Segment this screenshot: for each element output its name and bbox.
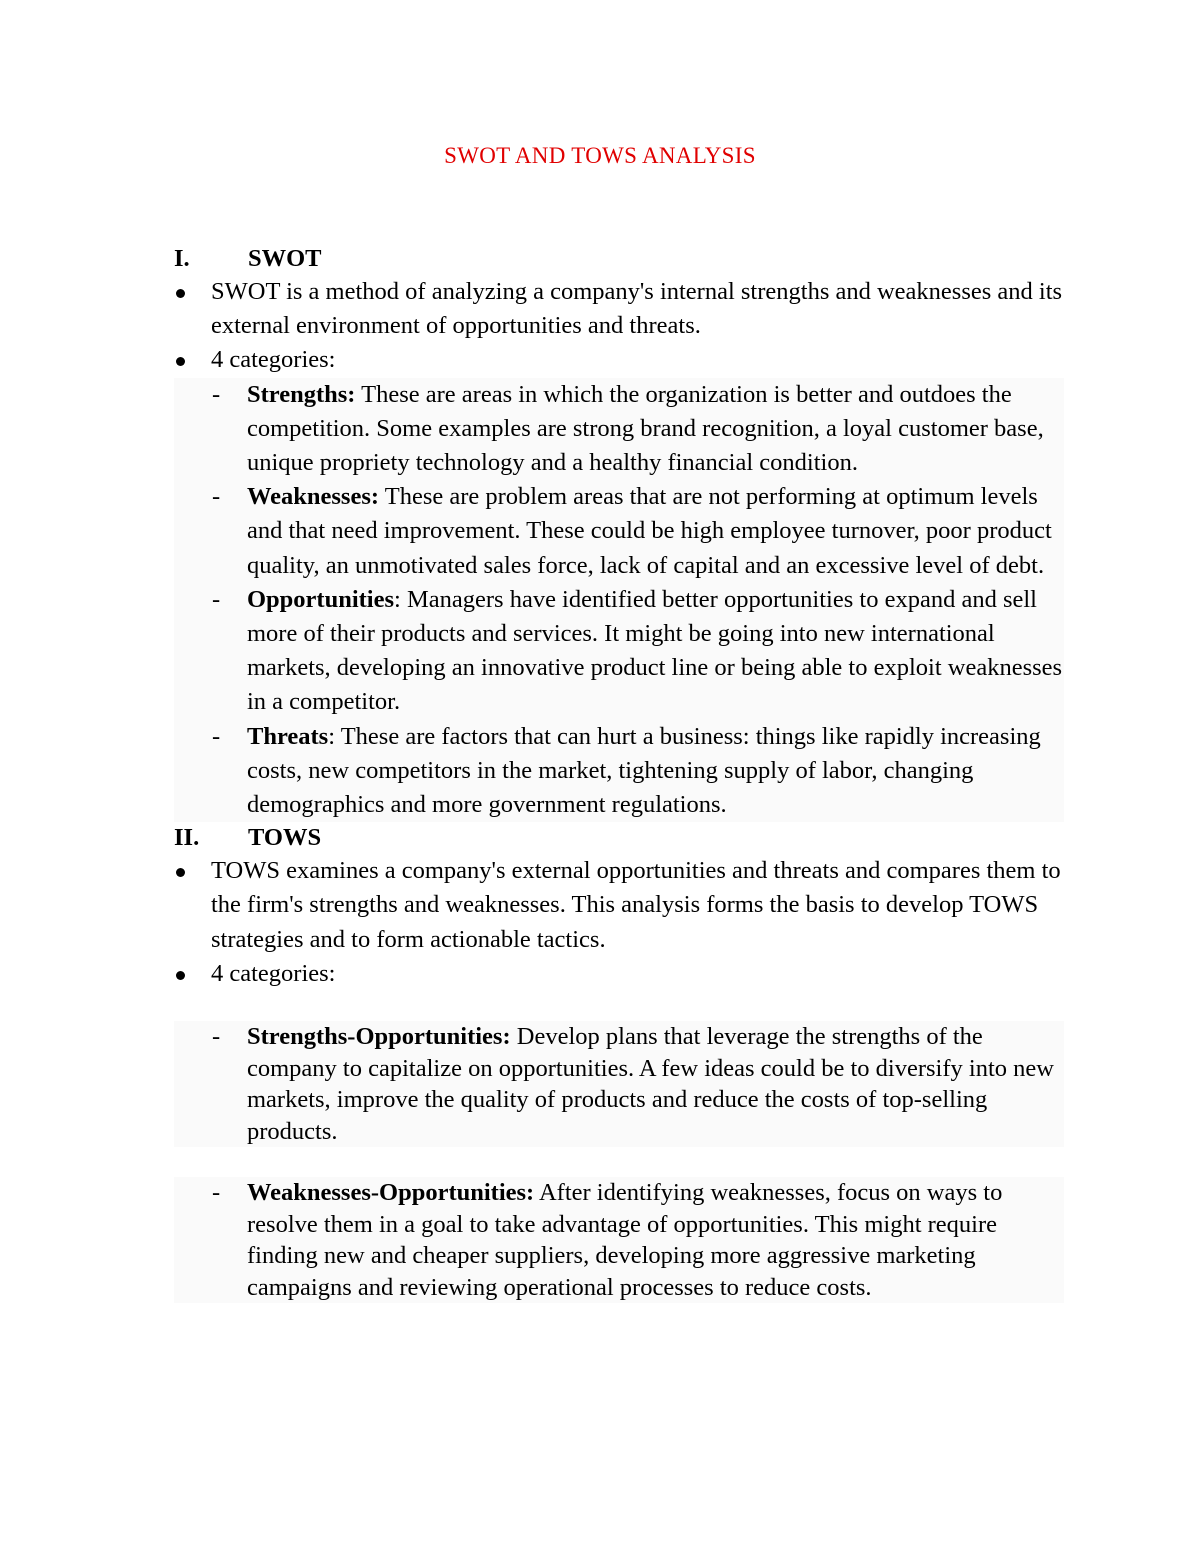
- bullet-item: [174, 957, 1064, 991]
- list-item: [174, 1021, 1064, 1147]
- bullet-icon: [176, 868, 185, 877]
- swot-intro: SWOT is a method of analyzing a company's internal strengths and weaknesses and its external environment of opportunities and threats.: [211, 278, 1063, 340]
- tows-category-list: [174, 1021, 1064, 1303]
- dash-icon: -: [212, 1179, 221, 1207]
- bullet-icon: [176, 357, 185, 366]
- bullet-item: [174, 343, 1064, 377]
- section-number: II.: [174, 824, 200, 852]
- term: Strengths-Opportunities:: [247, 1023, 511, 1051]
- section-heading-tows: [174, 822, 1064, 854]
- definition: : These are factors that can hurt a business: things like rapidly increasing costs, new competitors in the market, tightening supply of labor, changing demographics and more government regulations.: [247, 722, 1041, 819]
- section-number: I.: [174, 245, 190, 272]
- list-item: [174, 1177, 1064, 1303]
- dash-icon: -: [212, 1023, 221, 1051]
- definition: : Managers have identified better opportunities to expand and sell more of their products and services. It might be going into new international markets, developing an innovative product line or being able to exploit weaknesses in a competitor.: [247, 585, 1063, 716]
- term: Opportunities: [247, 585, 395, 613]
- list-item: [174, 480, 1064, 583]
- term: Strengths:: [247, 380, 356, 408]
- term: Weaknesses:: [247, 483, 380, 511]
- term: Threats: [247, 722, 329, 750]
- bullet-icon: [176, 289, 185, 298]
- dash-icon: -: [212, 585, 221, 613]
- list-item: [174, 378, 1064, 481]
- bullet-icon: [176, 971, 185, 980]
- dash-icon: -: [212, 380, 221, 408]
- document-title: SWOT AND TOWS ANALYSIS: [444, 143, 756, 168]
- section-title: TOWS: [248, 824, 322, 852]
- definition: After identifying weaknesses, focus on ways to resolve them in a goal to take advantage of opportunities. This might require finding new and cheaper suppliers, developing more aggressive marketing campaigns and reviewing operational processes to reduce costs.: [247, 1179, 1003, 1301]
- dash-icon: -: [212, 722, 221, 750]
- term: Weaknesses-Opportunities:: [247, 1179, 535, 1207]
- swot-categories-label: 4 categories:: [211, 346, 336, 374]
- bullet-item: [174, 854, 1064, 957]
- bullet-item: [174, 275, 1064, 343]
- definition: These are problem areas that are not performing at optimum levels and that need improvement. These could be high employee turnover, poor product quality, an unmotivated sales force, lack of capital and an excessive level of debt.: [247, 483, 1052, 579]
- definition: Develop plans that leverage the strengths of the company to capitalize on opportunities. A few ideas could be to diversify into new markets, improve the quality of products and reduce the costs of top-selling products.: [247, 1023, 1054, 1145]
- section-title: SWOT: [248, 245, 322, 272]
- list-item: [174, 720, 1064, 823]
- document-body: [174, 243, 1064, 1303]
- dash-icon: -: [212, 483, 221, 511]
- section-heading-swot: [174, 243, 1064, 275]
- tows-intro: TOWS examines a company's external opportunities and threats and compares them to the firm's strengths and weaknesses. This analysis forms the basis to develop TOWS strategies and to form actionable tactics.: [211, 857, 1061, 953]
- tows-categories-label: 4 categories:: [211, 959, 336, 987]
- list-item: [174, 583, 1064, 720]
- definition: These are areas in which the organization is better and outdoes the competition. Some examples are strong brand recognition, a loyal customer base, unique propriety technology and a healthy financial condition.: [247, 380, 1044, 477]
